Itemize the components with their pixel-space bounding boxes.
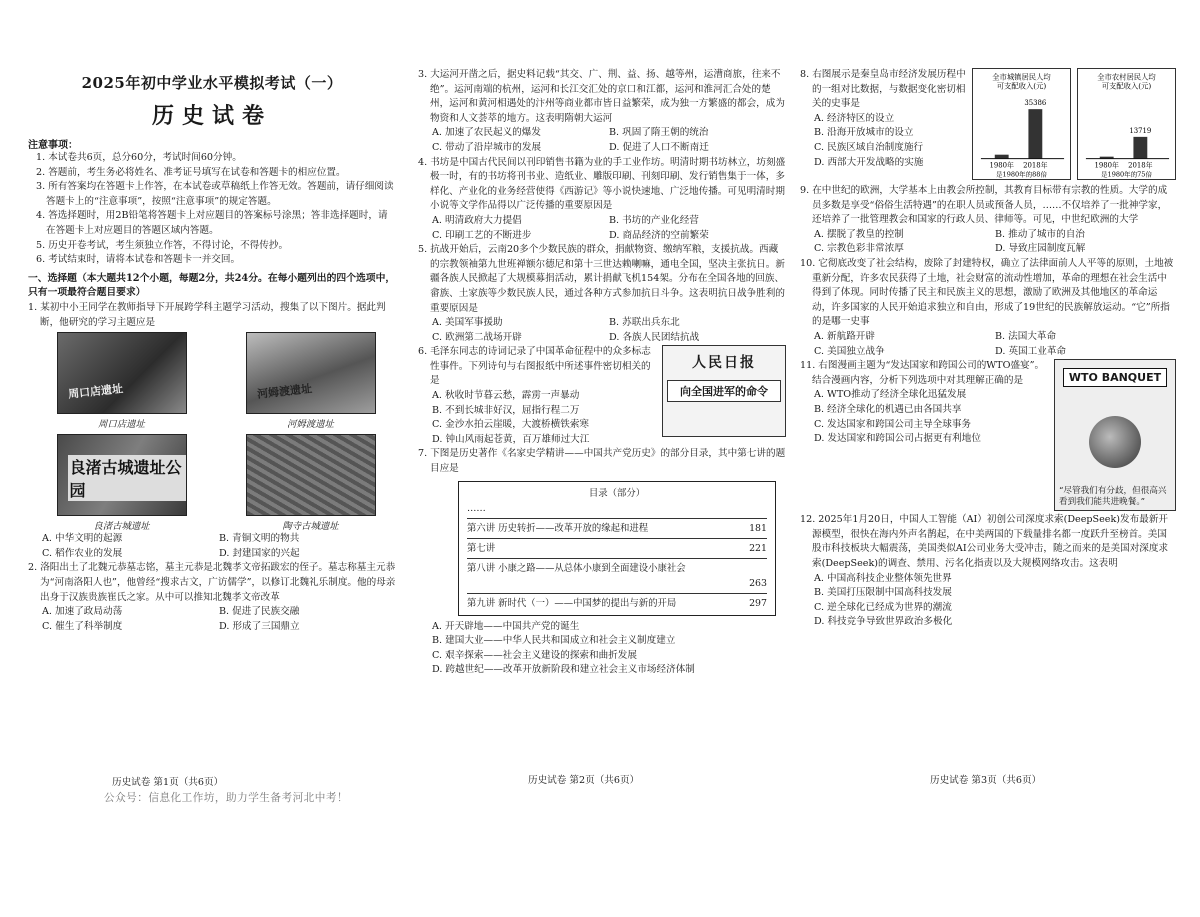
- cartoon-banner: WTO BANQUET: [1063, 368, 1167, 387]
- option-b[interactable]: B. 书坊的产业化经营: [609, 214, 699, 226]
- note-item: 6. 考试结束时，请将本试卷和答题卡一并交回。: [36, 254, 241, 266]
- toc-ellipsis: ……: [467, 502, 486, 514]
- cartoon-caption: “尽管我们有分歧，但很高兴看到我们能共进晚餐。”: [1059, 486, 1167, 508]
- option-c[interactable]: C. 发达国家和跨国公司主导全球事务: [814, 418, 972, 430]
- option-d[interactable]: D. 商品经济的空前繁荣: [609, 229, 709, 241]
- option-a[interactable]: A. 秋收时节暮云愁，霹雳一声暴动: [432, 390, 580, 402]
- option-b[interactable]: B. 法国大革命: [995, 330, 1057, 342]
- toc-row: [467, 541, 767, 556]
- question-12: 12. 2025年1月20日，中国人工智能（AI）初创公司深度求索(DeepSeek)发布最新开源模型，很快在海内外声名鹊起，在中美两国的下载量排名都一度跃升至榜首。美国股市科技板块大幅震荡，美国类似AI公司业务大受冲击，随之而来的是美国对深度求索(DeepSeek)的调查、禁用、污名化指责以及大规模网络攻击。这表明: [800, 514, 1169, 569]
- note-item: 2. 答题前，考生务必将姓名、准考证号填写在试卷和答题卡的相应位置。: [36, 166, 346, 178]
- bar-2018: [1133, 137, 1147, 159]
- photo-caption: 周口店遗址: [98, 419, 145, 431]
- option-a[interactable]: A. 明清政府大力提倡: [432, 214, 522, 226]
- photo-liangzhu: [42, 434, 201, 532]
- option-a[interactable]: A. 开天辟地——中国共产党的诞生: [432, 620, 580, 632]
- toc-label: 第六讲 历史转折——改革开放的缘起和进程: [467, 522, 649, 534]
- note-item: 3. 所有答案均在答题卡上作答，在本试卷或草稿纸上作答无效。答题前，请仔细阅读答题卡上的“注意事项”，按照“注意事项”的规定答题。: [36, 181, 394, 207]
- section-heading: 一、选择题（本大题共12个小题，每题2分，共24分。在每小题列出的四个选项中，只有一项最符合题目要求）: [28, 272, 396, 299]
- urban-income-svg: [973, 69, 1070, 179]
- note-item: 1. 本试卷共6页，总分60分，考试时间60分钟。: [36, 152, 242, 163]
- bar-value: 13719: [1129, 126, 1152, 135]
- option-c[interactable]: C. 印刷工艺的不断进步: [432, 229, 532, 241]
- option-b[interactable]: B. 促进了民族交融: [219, 606, 300, 618]
- chart-title: 全市城镇居民人均: [992, 72, 1051, 82]
- question-7-options: [418, 620, 786, 678]
- tick-label: 2018年: [1128, 161, 1153, 170]
- option-d[interactable]: D. 形成了三国鼎立: [219, 620, 300, 632]
- page-1: [28, 0, 396, 849]
- option-a[interactable]: A. 加速了政局动荡: [42, 606, 123, 618]
- photo-taosi: [231, 434, 390, 532]
- option-c[interactable]: C. 欧洲第二战场开辟: [432, 331, 522, 343]
- question-11: 11. 右图漫画主题为“发达国家和跨国公司的WTO盛宴”。结合漫画内容，分析下列选项中对其理解正确的是: [800, 360, 1045, 386]
- question-4-options: [418, 214, 786, 243]
- option-c[interactable]: C. 金沙水拍云崖暖，大渡桥横铁索寒: [432, 419, 590, 431]
- note-item: 4. 答选择题时，用2B铅笔将答题卡上对应题目的答案标号涂黑；答非选择题时，请在答题卡上对应题目的答题区域内答题。: [36, 210, 388, 236]
- toc-page: 263: [749, 577, 767, 589]
- option-b[interactable]: B. 建国大业——中华人民共和国成立和社会主义制度建立: [432, 635, 676, 647]
- option-d[interactable]: D. 发达国家和跨国公司占据更有利地位: [814, 433, 981, 445]
- page-1-footer: 历史试卷 第1页（共6页）: [112, 777, 224, 788]
- question-10: 10. 它彻底改变了社会结构，废除了封建特权，确立了法律面前人人平等的原则，土地被重新分配，许多农民获得了土地，社会财富的流动性增加，革命的理想在社会生活中得到了体现。同时传播了民主和民族主义的思想，激励了欧洲及其他地区的革命运动，许多国家的人民开始追求独立和自由，形成了19世纪的民族解放运动。“它”所指的是哪一史事: [800, 257, 1174, 328]
- page-3: [800, 68, 1176, 917]
- option-a[interactable]: A. 摆脱了教皇的控制: [814, 228, 904, 240]
- option-b[interactable]: B. 美国打压限制中国高科技发展: [814, 587, 952, 599]
- option-d[interactable]: D. 英国工业革命: [995, 345, 1067, 357]
- photo-zhoukoudian: [42, 332, 201, 430]
- question-2: 2. 洛阳出土了北魏元恭墓志铭，墓主元恭是北魏孝文帝拓跋宏的侄子。墓志称墓主元恭为“河南洛阳人也”，他曾经“搜求古文，广访儒学”，以修订北魏礼乐制度。他的母亲出身于汉族贵族崔氏之家。从中可以推知北魏孝文帝改革: [28, 562, 396, 603]
- page-2: [418, 68, 786, 917]
- option-b[interactable]: B. 巩固了隋王朝的统治: [609, 127, 709, 139]
- question-3: 3. 大运河开凿之后，据史料记载“其交、广、荆、益、扬、越等州，运漕商旅，往来不绝”。运河南端的杭州，运河和长江交汇处的京口和江都，运河和淮河汇合处的楚州，运河和黄河相遇处的汴州等商业都市皆日益繁荣，成为独一方繁盛的都会，成为物资和人文荟萃的地方。这表明隋朝大运河: [418, 69, 785, 124]
- watermark: 公众号：信息化工作坊，助力学生备考河北中考！: [104, 792, 349, 804]
- page-2-footer: 历史试卷 第2页（共6页）: [528, 775, 640, 786]
- option-a[interactable]: A. 经济特区的设立: [814, 112, 895, 124]
- exam-title: 2025年初中学业水平模拟考试（一）: [81, 74, 343, 92]
- option-b[interactable]: B. 经济全球化的机遇已由各国共享: [814, 403, 962, 415]
- option-b[interactable]: B. 推动了城市的自治: [995, 228, 1085, 240]
- svg-text:可支配收入(元): 可支配收入(元): [996, 81, 1047, 91]
- question-7: 7. 下图是历史著作《名家史学精讲——中国共产党历史》的部分目录，其中第七讲的题目应是: [418, 448, 786, 475]
- question-1-options: [28, 532, 396, 561]
- globe-icon: [1089, 416, 1141, 468]
- option-c[interactable]: C. 宗教色彩非常浓厚: [814, 243, 904, 255]
- bar-2018: [1028, 109, 1042, 158]
- question-1-photos: [28, 330, 396, 532]
- question-4: 4. 书坊是中国古代民间以刊印销售书籍为业的手工业作坊。明清时期书坊林立，坊刻盛极一时，有的书坊将刊书业、造纸业、雕版印刷、刊刻印刷、发行销售集于一体，多样化、产业化的业务经营使得《西游记》等小说快速地、广泛地传播。可见明清时期小说等文学作品得以广泛传播的重要原因是: [418, 156, 786, 212]
- option-a[interactable]: A. 新航路开辟: [814, 330, 875, 342]
- question-9: 9. 在中世纪的欧洲，大学基本上由教会所控制，其教育目标带有宗教的性质。大学的成员多数是享受“俗俗生活特遇”的在职人员或预备人员，……不仅培养了一批神学家，还培养了一批管理教会和国家的行政人员、律师等。可见，中世纪欧洲的大学: [800, 185, 1168, 226]
- option-c[interactable]: C. 带动了沿岸城市的发展: [432, 141, 542, 153]
- toc-row: [467, 576, 767, 591]
- option-d[interactable]: D. 钟山风雨起苍黄，百万雄师过大江: [432, 433, 590, 445]
- question-12-options: [800, 572, 1176, 630]
- option-b[interactable]: B. 沿海开放城市的设立: [814, 127, 914, 139]
- option-c[interactable]: C. 逆全球化已经成为世界的潮流: [814, 601, 952, 613]
- tick-label: 1980年: [1094, 161, 1119, 170]
- question-10-options: [800, 330, 1176, 359]
- toc-row: [467, 596, 767, 611]
- option-b[interactable]: B. 青铜文明的物共: [219, 533, 300, 545]
- toc-row: [467, 521, 767, 536]
- question-5-options: [418, 316, 786, 345]
- question-1: 1. 某初中小王同学在教师指导下开展跨学科主题学习活动，搜集了以下图片。据此判断，他研究的学习主题应是: [28, 301, 386, 328]
- notes-list: [28, 151, 396, 268]
- toc-title: 目录（部分）: [588, 487, 646, 499]
- wto-cartoon: [1054, 359, 1176, 511]
- option-a[interactable]: A. WTO推动了经济全球化迅猛发展: [814, 389, 967, 401]
- option-b[interactable]: B. 不到长城非好汉，屈指行程二万: [432, 404, 580, 416]
- tick-label: 2018年: [1023, 161, 1048, 170]
- option-c[interactable]: C. 民族区域自治制度施行: [814, 141, 924, 153]
- rural-income-chart: [1077, 68, 1176, 180]
- photo-caption: 陶寺古城遗址: [282, 521, 339, 533]
- option-a[interactable]: A. 中国高科技企业整体领先世界: [814, 572, 952, 584]
- svg-text:可支配收入(元): 可支配收入(元): [1101, 81, 1152, 91]
- option-a[interactable]: A. 美国军事援助: [432, 317, 503, 329]
- rural-income-svg: [1078, 69, 1175, 179]
- question-8: 8. 右图展示是秦皇岛市经济发展历程中的一组对比数据，与数据变化密切相关的史事是: [800, 69, 966, 110]
- option-d[interactable]: D. 各族人民团结抗战: [609, 331, 700, 343]
- option-d[interactable]: D. 跨越世纪——改革开放新阶段和建立社会主义市场经济体制: [432, 664, 695, 676]
- toc-label: 第七讲: [467, 542, 496, 554]
- question-3-options: [418, 126, 786, 155]
- chart-title: 全市农村居民人均: [1097, 72, 1156, 82]
- option-c[interactable]: C. 催生了科举制度: [42, 620, 123, 632]
- photo-inscription: 周口店遗址: [67, 382, 124, 401]
- option-c[interactable]: C. 稻作农业的发展: [42, 547, 123, 559]
- question-2-options: [28, 605, 396, 634]
- photo-caption: 良渚古城遗址: [93, 521, 150, 533]
- toc-page: 221: [749, 542, 767, 554]
- toc-label: 第九讲 新时代（一）——中国梦的提出与新的开局: [467, 597, 677, 609]
- chart-note: 是1980年的75倍: [1101, 170, 1152, 179]
- urban-income-chart: [972, 68, 1071, 180]
- photo-inscription: 河姆渡遗址: [256, 382, 313, 401]
- question-6: 6. 毛泽东同志的诗词记录了中国革命征程中的众多标志性事件。下列诗句与右图报纸中所述事件密切相关的是: [418, 346, 651, 387]
- chart-note: 是1980年的88倍: [996, 170, 1047, 179]
- option-c[interactable]: C. 艰辛探索——社会主义建设的探索和曲折发展: [432, 649, 637, 661]
- option-a[interactable]: A. 加速了农民起义的爆发: [432, 127, 541, 139]
- bar-1980: [995, 155, 1009, 159]
- tick-label: 1980年: [989, 161, 1014, 170]
- option-d[interactable]: D. 西部大开发战略的实施: [814, 156, 924, 168]
- page-3-footer: 历史试卷 第3页（共6页）: [930, 775, 1042, 786]
- question-5: 5. 抗战开始后，云南20多个少数民族的群众，捐献物资、缴纳军粮，支援抗战。西藏的宗教领袖第九世班禅额尔德尼和第十三世达赖喇嘛，通电全国，坚决主张抗日。新疆各族人民掀起了大规模募捐活动，累计捐献飞机154架。分布在全国各地的回族、畲族、土家族等少数民族人民，通过各种方式参加抗日斗争。这表明抗日战争胜利的重要原因是: [418, 244, 785, 314]
- option-d[interactable]: D. 科技竞争导致世界政治多极化: [814, 616, 953, 628]
- option-a[interactable]: A. 中华文明的起源: [42, 533, 123, 545]
- option-d[interactable]: D. 导致庄园制度瓦解: [995, 243, 1086, 255]
- exam-subtitle: 历史试卷: [151, 103, 272, 129]
- option-b[interactable]: B. 苏联出兵东北: [609, 317, 680, 329]
- toc-page: 181: [749, 522, 767, 534]
- newspaper-masthead: 人民日报: [692, 355, 756, 372]
- photo-inscription: 良渚古城遗址公园: [68, 455, 186, 501]
- note-item: 5. 历史开卷考试，考生须独立作答，不得讨论，不得传抄。: [36, 239, 289, 251]
- photo-caption: 河姆渡遗址: [287, 419, 334, 431]
- newspaper-headline: 向全国进军的命令: [667, 380, 781, 402]
- bar-value: 35386: [1024, 99, 1047, 108]
- toc-label: 第八讲 小康之路——从总体小康到全面建设小康社会: [467, 562, 686, 574]
- option-c[interactable]: C. 美国独立战争: [814, 345, 885, 357]
- option-d[interactable]: D. 促进了人口不断南迁: [609, 141, 709, 153]
- toc-page: 297: [749, 597, 767, 609]
- photo-hemudu: [231, 332, 390, 430]
- notes-heading: 注意事项：: [28, 140, 78, 151]
- table-of-contents: [458, 481, 776, 616]
- newspaper-image: [662, 345, 786, 437]
- option-d[interactable]: D. 封建国家的兴起: [219, 547, 300, 559]
- income-charts: [972, 68, 1176, 180]
- question-9-options: [800, 228, 1176, 257]
